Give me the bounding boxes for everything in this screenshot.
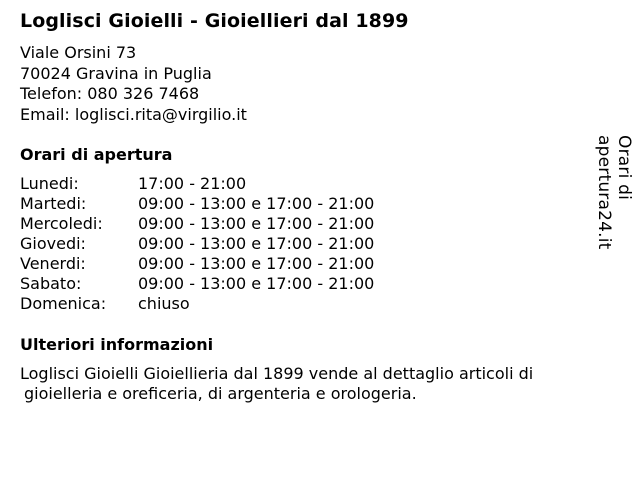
day-label: Mercoledi: — [20, 214, 103, 233]
time-value: 09:00 - 13:00 e 17:00 - 21:00 — [138, 254, 375, 273]
address-street: Viale Orsini 73 — [20, 43, 137, 62]
day-label: Venerdi: — [20, 254, 86, 273]
email-address[interactable]: Email: loglisci.rita@virgilio.it — [20, 104, 247, 124]
business-description — [20, 364, 600, 404]
phone-number[interactable]: Telefon: 080 326 7468 — [20, 84, 200, 103]
site-watermark: Orari di apertura24.it — [594, 135, 634, 250]
opening-hours-heading: Orari di apertura — [20, 145, 173, 164]
day-label: Martedi: — [20, 194, 87, 213]
day-label: Lunedi: — [20, 174, 79, 193]
time-value: chiuso — [138, 294, 190, 313]
day-label: Domenica: — [20, 294, 107, 313]
time-value: 09:00 - 13:00 e 17:00 - 21:00 — [138, 194, 375, 213]
description-line-2: gioielleria e oreficeria, di argenteria e orologeria. — [24, 384, 417, 403]
day-label: Giovedi: — [20, 234, 86, 253]
day-label: Sabato: — [20, 274, 82, 293]
contact-block — [20, 43, 247, 125]
time-value: 17:00 - 21:00 — [138, 174, 247, 193]
description-line-1: Loglisci Gioielli Gioiellieria dal 1899 vende al dettaglio articoli di — [20, 364, 534, 383]
time-value: 09:00 - 13:00 e 17:00 - 21:00 — [138, 274, 375, 293]
time-value: 09:00 - 13:00 e 17:00 - 21:00 — [138, 234, 375, 253]
address-city: 70024 Gravina in Puglia — [20, 63, 212, 83]
more-info-heading: Ulteriori informazioni — [20, 335, 214, 354]
time-value: 09:00 - 13:00 e 17:00 - 21:00 — [138, 214, 375, 233]
business-name: Loglisci Gioielli - Gioiellieri dal 1899 — [20, 10, 409, 32]
